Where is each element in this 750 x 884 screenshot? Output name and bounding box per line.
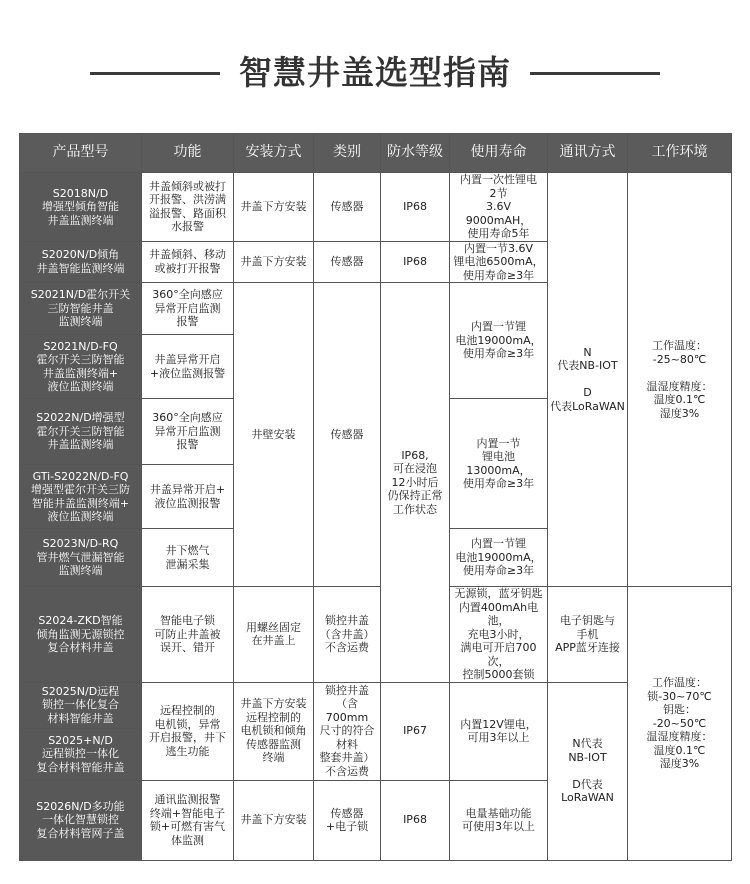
category-cell: 传感器 [314,241,381,283]
comm-cell: N 代表NB-IOT D 代表LoRaWAN [548,173,628,587]
category-cell: 传感器 [314,283,381,587]
waterproof-cell: IP68 [381,241,450,283]
title-banner [0,48,750,98]
category-cell: 传感器 [314,173,381,242]
model-cell: S2026N/D多功能 一体化智慧锁控 复合材料管网子盖 [20,780,142,860]
environment-cell: 工作温度： -25~80℃ 温湿度精度： 温度0.1℃ 湿度3% [628,173,732,587]
function-cell: 360°全向感应 异常开启监测 报警 [142,283,234,335]
comm-cell: N代表 NB-IOT D代表 LoRaWAN [548,682,628,860]
function-cell: 井盖倾斜、移动 或被打开报警 [142,241,234,283]
function-cell: 井下燃气 泄漏采集 [142,529,234,587]
model-cell: S2020N/D倾角 井盖智能监测终端 [20,241,142,283]
header-life: 使用寿命 [450,134,548,173]
life-cell: 内置一节锂 电池19000mA， 使用寿命≥3年 [450,283,548,399]
header-category: 类别 [314,134,381,173]
waterproof-cell: IP68 [381,173,450,242]
install-cell: 井盖下方安装 [234,173,314,242]
install-cell: 用螺丝固定 在井盖上 [234,587,314,683]
function-cell: 智能电子锁 可防止井盖被 误开、错开 [142,587,234,683]
title-divider-right [530,72,660,75]
life-cell: 内置一节 锂电池 13000mA， 使用寿命≥3年 [450,399,548,529]
life-cell: 内置一节3.6V 锂电池6500mA， 使用寿命≥3年 [450,241,548,283]
function-cell: 井盖异常开启 +液位监测报警 [142,335,234,399]
function-cell: 通讯监测报警 终端+智能电子 锁+可燃有害气 体监测 [142,780,234,860]
life-cell: 内置一节锂 电池19000mA， 使用寿命≥3年 [450,529,548,587]
waterproof-cell: IP67 [381,682,450,780]
header-waterproof: 防水等级 [381,134,450,173]
page-title: 智慧井盖选型指南 [239,53,511,92]
function-cell: 井盖异常开启+ 液位监测报警 [142,465,234,529]
category-cell: 锁控井盖 （含700mm 尺寸的符合 材料 整套井盖） 不含运费 [314,682,381,780]
function-cell: 360°全向感应 异常开启监测 报警 [142,399,234,465]
category-cell: 锁控井盖 （含井盖） 不含运费 [314,587,381,683]
model-cell: S2025+N/D 远程锁控一体化 复合材料智能井盖 [20,728,142,780]
header-install: 安装方式 [234,134,314,173]
model-cell: GTi-S2022N/D-FQ 增强型霍尔开关三防 智能井盖监测终端+ 液位监测终端 [20,465,142,529]
life-cell: 内置一次性锂电 2节 3.6V 9000mAH， 使用寿命5年 [450,173,548,242]
model-cell: S2018N/D 增强型倾角智能 井盖监测终端 [20,173,142,242]
life-cell: 内置12V锂电， 可用3年以上 [450,682,548,780]
function-cell: 远程控制的 电机锁，异常 开启报警，井下 逃生功能 [142,682,234,780]
install-cell: 井盖下方安装 [234,241,314,283]
waterproof-cell: IP68, 可在浸泡 12小时后 仍保持正常 工作状态 [381,283,450,683]
category-cell: 传感器 +电子锁 [314,780,381,860]
model-cell: S2022N/D增强型 霍尔开关三防智能 井盖监测终端 [20,399,142,465]
environment-cell: 工作温度： 锁-30~70℃ 钥匙： -20~50℃ 温湿度精度： 温度0.1℃ 湿度3% [628,587,732,861]
life-cell: 电量基础功能 可使用3年以上 [450,780,548,860]
header-environment: 工作环境 [628,134,732,173]
model-cell: S2021N/D霍尔开关 三防智能井盖 监测终端 [20,283,142,335]
install-cell: 井盖下方安装 [234,780,314,860]
install-cell: 井盖下方安装 远程控制的 电机锁和倾角 传感器监测 终端 [234,682,314,780]
table-row [20,173,732,242]
header-function: 功能 [142,134,234,173]
life-cell: 无源锁，蓝牙钥匙 内置400mAh电池， 充电3小时， 满电可开启700次， 控制5000套锁 [450,587,548,683]
comm-cell: 电子钥匙与 手机 APP蓝牙连接 [548,587,628,683]
title-divider-left [90,72,220,75]
table-row [20,682,732,728]
header-comm: 通讯方式 [548,134,628,173]
model-cell: S2023N/D-RQ 管井燃气泄漏智能 监测终端 [20,529,142,587]
selection-guide-table [19,133,732,861]
model-cell: S2024-ZKD智能 倾角监测无源锁控 复合材料井盖 [20,587,142,683]
model-cell: S2025N/D远程 锁控一体化复合 材料智能井盖 [20,682,142,728]
function-cell: 井盖倾斜或被打 开报警、洪涝满 溢报警、路面积 水报警 [142,173,234,242]
header-model: 产品型号 [20,134,142,173]
table-row [20,587,732,683]
model-cell: S2021N/D-FQ 霍尔开关三防智能 井盖监测终端+ 液位监测终端 [20,335,142,399]
install-cell: 井壁安装 [234,283,314,587]
waterproof-cell: IP68 [381,780,450,860]
table-header-row [20,134,732,173]
